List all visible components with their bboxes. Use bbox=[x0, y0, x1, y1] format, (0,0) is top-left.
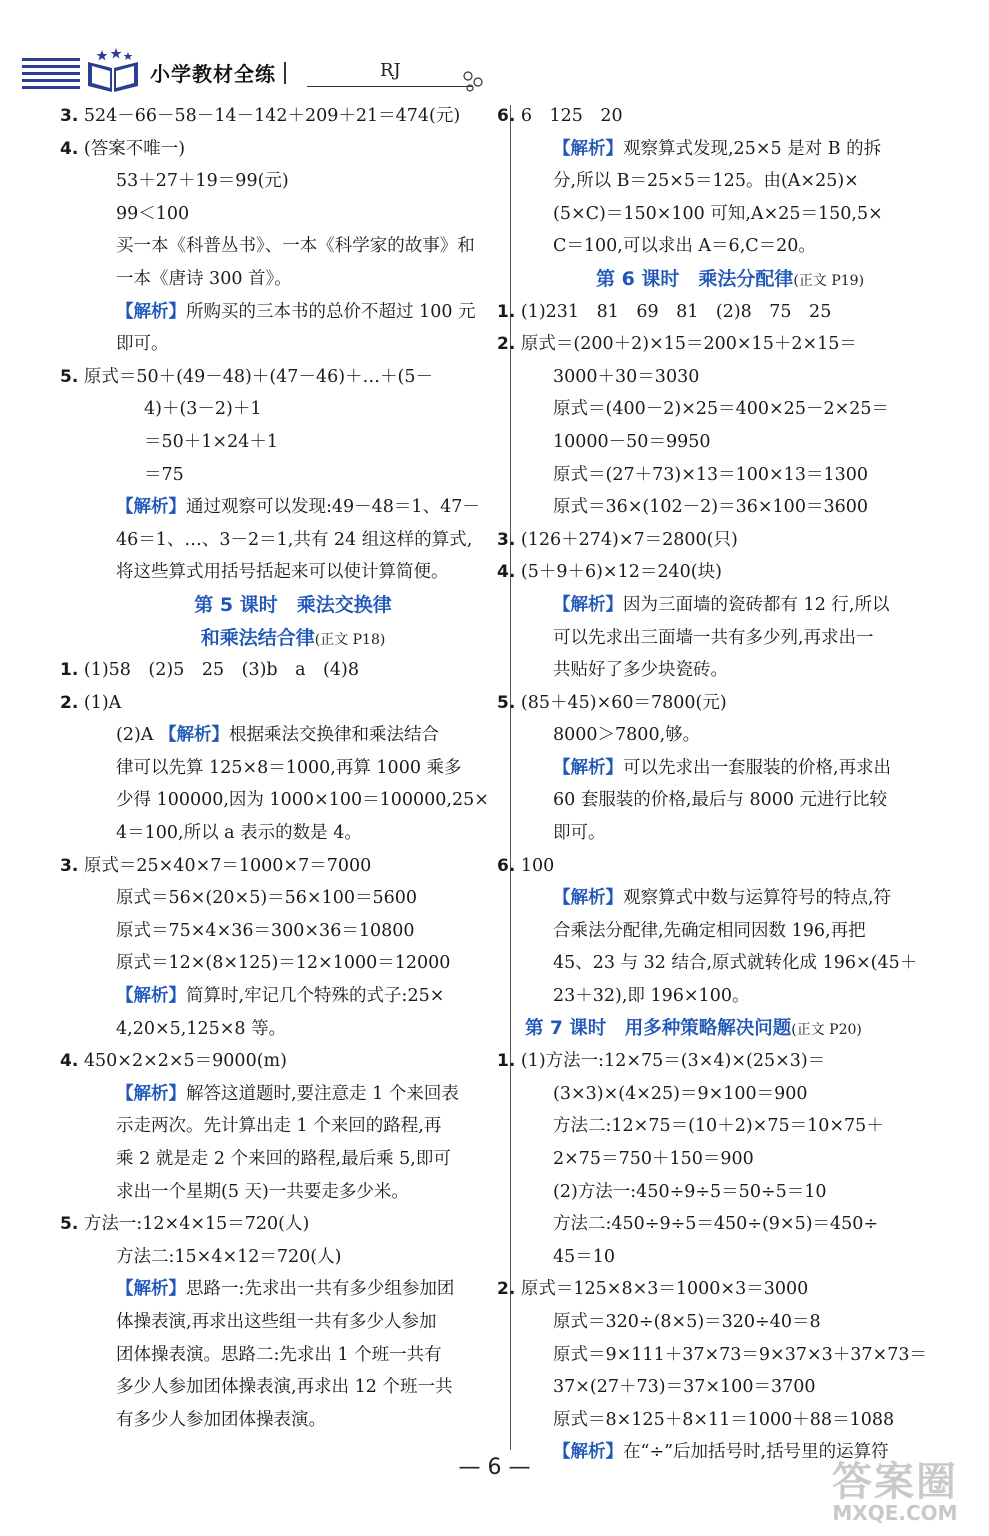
answer-line bbox=[88, 1241, 498, 1274]
line-text: 方法一:12×4×15＝720(人) bbox=[83, 1214, 310, 1235]
answer-line bbox=[88, 784, 498, 817]
answer-line bbox=[88, 1306, 498, 1339]
answer-line bbox=[60, 1045, 498, 1078]
line-text: 即可。 bbox=[116, 334, 169, 355]
answer-line bbox=[88, 1371, 498, 1404]
answer-line bbox=[497, 100, 935, 133]
line-text: 37×(27＋73)＝37×100＝3700 bbox=[553, 1377, 816, 1398]
answer-line bbox=[88, 328, 498, 361]
line-text: 有多少人参加团体操表演。 bbox=[116, 1409, 326, 1430]
analysis-tag: 【解析】 bbox=[116, 497, 186, 518]
answer-line bbox=[88, 491, 498, 524]
line-text: ＝50＋1×24＋1 bbox=[144, 431, 278, 452]
answer-line bbox=[88, 1013, 498, 1046]
line-text: 一本《唐诗 300 首》。 bbox=[116, 268, 292, 289]
question-number: 5. bbox=[497, 692, 516, 713]
answer-line bbox=[88, 198, 498, 231]
line-text: 3000＋30＝3030 bbox=[553, 366, 700, 387]
answer-line bbox=[88, 459, 498, 492]
answer-line bbox=[88, 915, 498, 948]
answer-line bbox=[88, 1176, 498, 1209]
answer-line bbox=[525, 1404, 935, 1437]
line-text: 第 6 课时 乘法分配律 bbox=[595, 267, 794, 290]
line-text: 原式＝9×111＋37×73＝9×37×3＋37×73＝ bbox=[553, 1344, 927, 1365]
line-text: 方法二:12×75＝(10＋2)×75＝10×75＋ bbox=[553, 1116, 884, 1137]
line-text: (1)231 81 69 81 (2)8 75 25 bbox=[520, 301, 832, 322]
answer-line bbox=[88, 524, 498, 557]
line-text: 4)＋(3－2)＋1 bbox=[144, 399, 262, 420]
question-number: 2. bbox=[497, 334, 516, 355]
analysis-tag: 【解析】 bbox=[116, 986, 186, 1007]
line-text: 原式＝25×40×7＝1000×7＝7000 bbox=[83, 855, 372, 876]
line-text: 少得 100000,因为 1000×100＝100000,25× bbox=[116, 790, 489, 811]
watermark-logo-text: 答案圈 bbox=[832, 1459, 958, 1505]
line-text: 观察算式发现,25×5 是对 B 的拆 bbox=[623, 138, 882, 159]
line-text: 原式＝36×(102－2)＝36×100＝3600 bbox=[553, 497, 868, 518]
line-text: 原式＝(400－2)×25＝400×25－2×25＝ bbox=[553, 399, 890, 420]
answer-line bbox=[525, 165, 935, 198]
answer-line bbox=[525, 1176, 935, 1209]
analysis-tag: 【解析】 bbox=[159, 725, 229, 746]
answer-line bbox=[88, 556, 498, 589]
line-text: (2)方法一:450÷9÷5＝50÷5＝10 bbox=[553, 1181, 827, 1202]
question-number: 2. bbox=[60, 692, 79, 713]
header-rule bbox=[307, 86, 473, 87]
answer-line bbox=[525, 393, 935, 426]
decorative-circles-icon bbox=[462, 70, 492, 94]
question-number: 1. bbox=[497, 301, 516, 322]
line-text: 10000－50＝9950 bbox=[553, 431, 711, 452]
answer-line bbox=[525, 198, 935, 231]
answer-line bbox=[525, 1371, 935, 1404]
line-text: 原式＝8×125＋8×11＝1000＋88＝1088 bbox=[553, 1409, 895, 1430]
line-text: 原式＝320÷(8×5)＝320÷40＝8 bbox=[553, 1311, 821, 1332]
answer-line bbox=[525, 589, 935, 622]
answer-line bbox=[88, 1273, 498, 1306]
line-text: 将这些算式用括号括起来可以使计算简便。 bbox=[116, 562, 449, 583]
question-number: 5. bbox=[60, 1214, 79, 1235]
answer-line bbox=[525, 1078, 935, 1111]
question-number: 3. bbox=[60, 855, 79, 876]
answer-line bbox=[497, 524, 935, 557]
line-text: (1)A bbox=[83, 692, 122, 713]
question-number: 4. bbox=[60, 1051, 79, 1072]
answer-line bbox=[525, 426, 935, 459]
section-heading bbox=[525, 1013, 935, 1046]
answer-line bbox=[497, 1273, 935, 1306]
line-text: (答案不唯一) bbox=[83, 138, 186, 159]
answer-line bbox=[88, 1143, 498, 1176]
line-text: 合乘法分配律,先确定相同因数 196,再把 bbox=[553, 920, 866, 941]
line-text: 方法二:450÷9÷5＝450÷(9×5)＝450÷ bbox=[553, 1214, 879, 1235]
line-text: 可以先求出一套服装的价格,再求出 bbox=[623, 757, 892, 778]
line-text: 原式＝50＋(49－48)＋(47－46)＋…＋(5－ bbox=[83, 366, 433, 387]
answer-line bbox=[525, 1306, 935, 1339]
line-text: 第 7 课时 用多种策略解决问题 bbox=[525, 1017, 792, 1039]
edition-label: RJ bbox=[380, 60, 401, 81]
line-text: 共贴好了多少块瓷砖。 bbox=[553, 660, 728, 681]
answer-line bbox=[88, 752, 498, 785]
question-number: 6. bbox=[497, 855, 516, 876]
line-text: (85＋45)×60＝7800(元) bbox=[520, 692, 727, 713]
question-number: 5. bbox=[60, 366, 79, 387]
question-number: 4. bbox=[497, 562, 516, 583]
line-text: 分,所以 B＝25×5＝125。由(A×25)× bbox=[553, 171, 859, 192]
answer-line bbox=[525, 1339, 935, 1372]
answer-line bbox=[525, 491, 935, 524]
question-number: 1. bbox=[60, 660, 79, 681]
analysis-tag: 【解析】 bbox=[553, 757, 623, 778]
answer-line bbox=[525, 1143, 935, 1176]
line-text: 观察算式中数与运算符号的特点,符 bbox=[623, 888, 892, 909]
answer-line bbox=[525, 622, 935, 655]
analysis-tag: 【解析】 bbox=[553, 138, 623, 159]
answer-line bbox=[88, 230, 498, 263]
line-text: (1)58 (2)5 25 (3)b a (4)8 bbox=[83, 660, 359, 681]
line-text: 450×2×2×5＝9000(m) bbox=[83, 1051, 287, 1072]
line-text: 45＝10 bbox=[553, 1246, 616, 1267]
right-column bbox=[497, 100, 935, 1469]
line-text: 原式＝12×(8×125)＝12×1000＝12000 bbox=[116, 953, 451, 974]
line-text: 60 套服装的价格,最后与 8000 元进行比较 bbox=[553, 790, 888, 811]
line-text: 原式＝56×(20×5)＝56×100＝5600 bbox=[116, 888, 418, 909]
line-text: (126＋274)×7＝2800(只) bbox=[520, 529, 738, 550]
answer-line bbox=[88, 1110, 498, 1143]
line-text: 6 125 20 bbox=[520, 106, 623, 126]
watermark bbox=[810, 1450, 980, 1530]
line-text: 53＋27＋19＝99(元) bbox=[116, 171, 289, 192]
line-text: 第 5 课时 乘法交换律 bbox=[194, 593, 392, 616]
line-text: 100 bbox=[520, 855, 555, 876]
answer-line bbox=[88, 882, 498, 915]
answer-line bbox=[525, 752, 935, 785]
line-text: 解答这道题时,要注意走 1 个来回表 bbox=[186, 1083, 459, 1104]
line-text: 和乘法结合律 bbox=[200, 626, 315, 649]
line-text: 买一本《科普丛书》、一本《科学家的故事》和 bbox=[116, 236, 475, 257]
line-text: 多少人参加团体操表演,再求出 12 个班一共 bbox=[116, 1377, 453, 1398]
textbook-page-ref: (正文 P18) bbox=[314, 631, 386, 648]
line-text: 因为三面墙的瓷砖都有 12 行,所以 bbox=[623, 594, 890, 615]
answer-line bbox=[88, 165, 498, 198]
watermark-url: MXQE.COM bbox=[832, 1501, 958, 1525]
brand-title: 小学教材全练 bbox=[150, 62, 276, 86]
line-text: 求出一个星期(5 天)一共要走多少米。 bbox=[116, 1181, 409, 1202]
analysis-tag: 【解析】 bbox=[116, 301, 186, 322]
question-number: 2. bbox=[497, 1279, 516, 1300]
textbook-page-ref: (正文 P20) bbox=[791, 1021, 862, 1038]
answer-line bbox=[88, 980, 498, 1013]
answer-line bbox=[497, 1045, 935, 1078]
answer-line bbox=[525, 1241, 935, 1274]
line-text: 所购买的三本书的总价不超过 100 元 bbox=[186, 301, 476, 322]
analysis-tag: 【解析】 bbox=[553, 888, 623, 909]
line-text: 简算时,牢记几个特殊的式子:25× bbox=[186, 986, 445, 1007]
answer-line bbox=[525, 719, 935, 752]
line-text: 可以先求出三面墙一共有多少列,再求出一 bbox=[553, 627, 874, 648]
line-text: 8000＞7800,够。 bbox=[553, 725, 701, 746]
answer-line bbox=[60, 100, 498, 133]
line-text: 乘 2 就是走 2 个来回的路程,最后乘 5,即可 bbox=[116, 1149, 451, 1169]
page-header bbox=[22, 40, 482, 100]
line-text: 原式＝(200＋2)×15＝200×15＋2×15＝ bbox=[520, 334, 857, 355]
answer-line bbox=[60, 361, 498, 394]
line-text: (5＋9＋6)×12＝240(块) bbox=[520, 562, 722, 583]
answer-line bbox=[88, 1078, 498, 1111]
answer-line bbox=[525, 882, 935, 915]
answer-line bbox=[497, 687, 935, 720]
question-number: 4. bbox=[60, 138, 79, 159]
line-text: 原式＝75×4×36＝300×36＝10800 bbox=[116, 920, 415, 941]
answer-line bbox=[525, 980, 935, 1013]
answer-line bbox=[525, 947, 935, 980]
line-text: 23＋32),即 196×100。 bbox=[553, 986, 750, 1007]
page-number: — 6 — bbox=[458, 1455, 531, 1480]
line-text: 4,20×5,125×8 等。 bbox=[116, 1018, 287, 1039]
answer-line bbox=[60, 654, 498, 687]
line-text: 原式＝125×8×3＝1000×3＝3000 bbox=[520, 1279, 809, 1300]
answer-line bbox=[525, 230, 935, 263]
answer-line bbox=[525, 817, 935, 850]
line-text: 在“÷”后加括号时,括号里的运算符 bbox=[623, 1442, 889, 1463]
line-text: 示走两次。先计算出走 1 个来回的路程,再 bbox=[116, 1116, 442, 1137]
answer-line bbox=[497, 296, 935, 329]
answer-line bbox=[60, 687, 498, 720]
answer-line bbox=[525, 459, 935, 492]
line-text: 团体操表演。思路二:先求出 1 个班一共有 bbox=[116, 1344, 442, 1365]
header-separator bbox=[284, 62, 286, 84]
answer-line bbox=[497, 850, 935, 883]
answer-line bbox=[88, 426, 498, 459]
answer-line bbox=[88, 1404, 498, 1437]
answer-line bbox=[525, 784, 935, 817]
line-text: 即可。 bbox=[553, 823, 606, 844]
answer-line bbox=[88, 947, 498, 980]
answer-line bbox=[88, 1339, 498, 1372]
line-text: 524－66－58－14－142＋209＋21＝474(元) bbox=[83, 106, 461, 126]
answer-line bbox=[60, 850, 498, 883]
line-text: C＝100,可以求出 A＝6,C＝20。 bbox=[553, 236, 816, 257]
answer-line bbox=[497, 328, 935, 361]
answer-line bbox=[525, 133, 935, 166]
answer-line bbox=[497, 556, 935, 589]
line-text: 4＝100,所以 a 表示的数是 4。 bbox=[116, 823, 362, 844]
line-text: 45、23 与 32 结合,原式就转化成 196×(45＋ bbox=[553, 953, 918, 974]
header-stripes bbox=[22, 58, 80, 93]
question-number: 3. bbox=[60, 106, 79, 126]
line-text: ＝75 bbox=[144, 464, 184, 485]
line-text: 99＜100 bbox=[116, 203, 190, 224]
line-text: 通过观察可以发现:49－48＝1、47－ bbox=[186, 497, 480, 518]
analysis-tag: 【解析】 bbox=[553, 1442, 623, 1463]
question-number: 1. bbox=[497, 1051, 516, 1072]
analysis-tag: 【解析】 bbox=[116, 1279, 186, 1300]
answer-line bbox=[88, 393, 498, 426]
answer-line bbox=[525, 1208, 935, 1241]
question-number: 3. bbox=[497, 529, 516, 550]
line-text: 律可以先算 125×8＝1000,再算 1000 乘多 bbox=[116, 757, 462, 778]
answer-line bbox=[525, 654, 935, 687]
section-heading bbox=[525, 263, 935, 296]
section-heading bbox=[88, 622, 498, 655]
line-text: 原式＝(27＋73)×13＝100×13＝1300 bbox=[553, 464, 868, 485]
analysis-tag: 【解析】 bbox=[553, 594, 623, 615]
line-text: 体操表演,再求出这些组一共有多少人参加 bbox=[116, 1311, 437, 1332]
analysis-tag: 【解析】 bbox=[116, 1083, 186, 1104]
line-text: 46＝1、…、3－2＝1,共有 24 组这样的算式, bbox=[116, 529, 473, 550]
answer-line bbox=[88, 296, 498, 329]
question-number: 6. bbox=[497, 106, 516, 126]
textbook-page-ref: (正文 P19) bbox=[793, 272, 865, 289]
answer-line bbox=[88, 263, 498, 296]
line-text: 2×75＝750＋150＝900 bbox=[553, 1149, 754, 1169]
line-text: (3×3)×(4×25)＝9×100＝900 bbox=[553, 1083, 808, 1104]
answer-line bbox=[525, 361, 935, 394]
line-text: (5×C)＝150×100 可知,A×25＝150,5× bbox=[553, 203, 883, 224]
line-text: 方法二:15×4×12＝720(人) bbox=[116, 1246, 342, 1267]
section-heading bbox=[88, 589, 498, 622]
line-text: 根据乘法交换律和乘法结合 bbox=[229, 725, 439, 746]
open-book-logo-icon bbox=[84, 48, 142, 94]
answer-line bbox=[60, 1208, 498, 1241]
left-column bbox=[60, 100, 498, 1436]
answer-line bbox=[525, 915, 935, 948]
line-text: 思路一:先求出一共有多少组参加团 bbox=[186, 1279, 455, 1300]
answer-line bbox=[88, 817, 498, 850]
answer-line bbox=[88, 719, 498, 752]
answer-line bbox=[525, 1110, 935, 1143]
line-text: (2)A bbox=[116, 725, 159, 746]
answer-line bbox=[60, 133, 498, 166]
line-text: (1)方法一:12×75＝(3×4)×(25×3)＝ bbox=[520, 1051, 826, 1072]
